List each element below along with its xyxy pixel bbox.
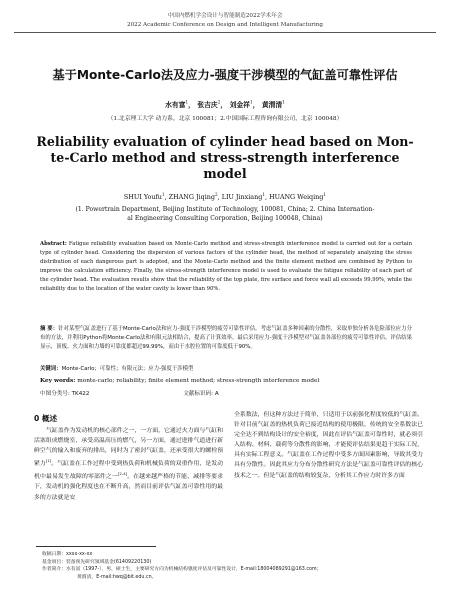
body-column-right: 全系数法，但这种方法过于简单，只适用于以前强化程度较低的气缸盖。针对目前气缸盖的热机负荷已接近结构的使用极限，传统的安全系数法已完全达不到结构设计的安全裕度，因此在评估气缸盖可靠性时，就必须引入结构、材料、载荷等分散性的影响，才能使评估结果更趋于实际工况，具有实际工程意义。气缸盖在工作过程中受多方面因素影响，导致其受力具有分散性。因此其应力分布分散性研究方法是气缸盖可靠性评估的核心技术之一。但是气缸盖的结构较复杂，分析其工作应力时许多方面 — [234, 412, 423, 479]
abstract-cn-label: 摘 要： — [40, 326, 59, 333]
affiliation-cn: （1.北京理工大学 动力系，北京 100081；2.中国国际工程咨询有限公司，北京 100048） — [107, 116, 343, 122]
author-2-en: ZHANG Jiqing$^2$ — [168, 192, 218, 202]
title-en — [0, 134, 450, 182]
footnote-contact: 黄渭清，E-mail:hwq@bit.edu.cn。 — [77, 574, 157, 580]
author-1-en: SHUI Youfu$^1$ — [123, 192, 165, 202]
running-header-cn: 中国内燃机学会设计与智能制造2022学术年会 — [167, 13, 283, 19]
keywords-cn-label: 关键词： — [40, 366, 62, 372]
keywords-cn — [40, 365, 412, 374]
keywords-en-label: Key words: — [40, 378, 76, 384]
document-code: 文献标识码: A — [183, 391, 219, 397]
affiliation-en-line-1: (1. Powertrain Department, Beijing Institute of Technology, 100081, China; 2. China Internation- — [75, 206, 375, 213]
running-header-en: 2022 Academic Conference on Design and Intelligent Manufacturing — [127, 22, 323, 28]
authors-en: SHUI Youfu$^1$, ZHANG Jiqing$^2$, LIU Jinxiang$^1$, HUANG Weiqing$^1$ — [123, 192, 327, 202]
abstract-cn-text: 针对某型气缸盖进行了基于Monte-Carlo法和应力-强度干涉模型的疲劳可靠性评估。考虑气缸盖多种因素的分散性，采取单独分析各危险部位应力分布的方法，并利用Python将Monte-Carlo法和有限元法相结合，提高了计算效率。最后采用应力-强度干涉模型对气缸盖各部位的疲劳可靠性评估。评估结果显示，顶板、火力面和力墙的可靠度都超过99.99%，而由于水腔位置的可靠度低于90%。 — [40, 326, 412, 351]
title-en-line-3: model — [203, 166, 247, 181]
footnote-author-bio: 作者简介：水有富（1997-），男，硕士生，主要研究方向为机械结构强度评估及可靠性设计，E-mail:18004089291@163.com； — [42, 567, 322, 573]
footnotes — [42, 551, 438, 581]
author-4-en: HUANG Weiqing$^1$ — [269, 192, 327, 202]
classification-row — [40, 389, 412, 397]
abstract-cn — [40, 320, 412, 358]
author-3-en: LIU Jinxiang$^1$ — [221, 192, 265, 202]
header-rule — [14, 32, 436, 33]
author-4-cn: 黄渭清$^1$ — [261, 99, 285, 109]
citation-1: [1] — [45, 458, 52, 464]
affiliation-en — [0, 206, 450, 223]
clc-number: 中图分类号: TK422 — [40, 391, 90, 397]
authors-cn: 水有富$^1$， 张吉庆$^2$， 刘金祥$^1$， 黄渭清$^1$ — [165, 99, 285, 109]
citation-2-4: [2-4] — [117, 471, 128, 477]
title-en-line-2: te-Carlo method and stress-strength interference — [50, 150, 400, 165]
title-en-line-1: Reliability evaluation of cylinder head based on Mon- — [36, 134, 414, 149]
footnote-funding: 基金项目：装备预先研究领域基金(61409220130) — [42, 559, 152, 565]
footnote-received-date: 收稿日期：xxxx-xx-xx — [42, 552, 93, 557]
footnote-rule — [36, 546, 156, 547]
author-3-cn: 刘金祥$^1$ — [229, 99, 253, 109]
affiliation-en-line-2: al Engineering Consulting Corporation, Beijing 100048, China) — [127, 214, 323, 222]
abstract-en-text: Fatigue reliability evaluation based on Monte-Carlo method and stress-strength interference model is carried out for a certain type of cylinder head. Considering the dispersion of various factors of the cylinder head, the method of separately analyzing the stress distribution of each dangerous part is adopted, and the Monte-Carlo method and the finite element method are combined by Python to improve the calculation efficiency. Finally, the stress-strength interference model is used to evaluate the fatigue reliability of each part of the cylinder head. The evaluation results show that the reliability of the top plate, fire surface and force wall all exceeds 99.99%, while the reliability due to the location of the water cavity is lower than 90%. — [40, 241, 412, 293]
section-heading-overview: 0 概述 — [34, 414, 58, 423]
keywords-en — [40, 377, 412, 385]
abstract-en-label: Abstract: — [40, 241, 67, 247]
author-1-cn: 水有富$^1$ — [165, 99, 189, 109]
abstract-en — [40, 240, 412, 295]
body-column-left: 气缸盖作为发动机的核心部件之一，一方面，它通过火力面与气缸和活塞组成燃烧室，承受高温高压的燃气，另一方面，通过进排气道进行新鲜空气的输入和废弃的排出，同时为了密封气缸盖，还承受很大的螺栓预紧力[1]。气缸盖在工作过程中受到热负荷和机械负荷的双重作用，是发动机中最易发生故障的零部件之一[2-4]。在越来越严格的节能、减排等要求下，发动机的强化程度也在不断升高，然而目前评估气缸盖可靠性用的最多的方法就是安 — [34, 428, 224, 501]
keywords-cn-text: Monte-Carlo；可靠性；有限元法；应力-强度干涉模型 — [61, 366, 194, 372]
author-2-cn: 张吉庆$^2$ — [197, 99, 221, 109]
keywords-en-text: monte-carlo; reliability; finite element method; stress-strength interference model — [77, 378, 320, 384]
title-cn: 基于Monte-Carlo法及应力-强度干涉模型的气缸盖可靠性评估 — [52, 68, 398, 82]
